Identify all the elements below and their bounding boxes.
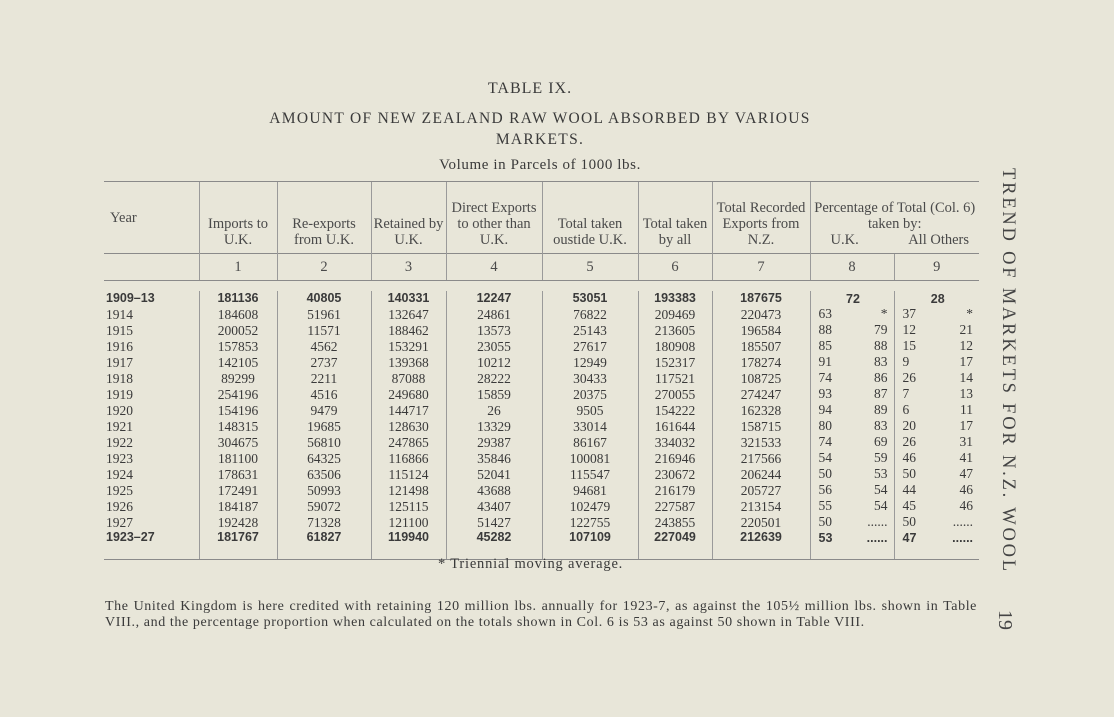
cell-year: 1923–27 <box>104 530 199 560</box>
col-header-total-all: Total taken by all <box>638 182 712 254</box>
cell-col-6: 161644 <box>638 418 712 434</box>
col-header-reexports: Re-exports from U.K. <box>277 182 371 254</box>
cell-col-3: 121498 <box>371 482 446 498</box>
cell-col-2: 63506 <box>277 466 371 482</box>
pct-uk-annual: 74 <box>818 434 832 449</box>
cell-col-1: 304675 <box>199 434 277 450</box>
col-number-6: 6 <box>638 254 712 281</box>
col-number-9: 9 <box>894 254 979 281</box>
cell-col-2: 51961 <box>277 306 371 322</box>
pct-uk-triennial: 89 <box>874 402 888 417</box>
pct-uk-triennial: 59 <box>874 450 888 465</box>
cell-col-7: 196584 <box>712 322 810 338</box>
cell-pct-uk <box>810 434 894 450</box>
cell-col-1: 181767 <box>199 530 277 560</box>
cell-col-3: 128630 <box>371 418 446 434</box>
cell-col-7: 220501 <box>712 514 810 530</box>
cell-col-1: 148315 <box>199 418 277 434</box>
pct-uk-annual: 94 <box>818 402 832 417</box>
col-number-year <box>104 254 199 281</box>
cell-col-7: 187675 <box>712 291 810 306</box>
table-row <box>104 370 979 386</box>
table-row <box>104 450 979 466</box>
cell-col-1: 157853 <box>199 338 277 354</box>
footnote: * Triennial moving average. <box>438 556 624 572</box>
cell-col-4: 51427 <box>446 514 542 530</box>
pct-others-annual: 28 <box>930 291 945 306</box>
cell-col-6: 227049 <box>638 530 712 560</box>
cell-col-6: 243855 <box>638 514 712 530</box>
cell-col-7: 158715 <box>712 418 810 434</box>
cell-col-4: 45282 <box>446 530 542 560</box>
pct-uk-triennial: 83 <box>874 418 888 433</box>
cell-year: 1909–13 <box>106 291 155 305</box>
cell-col-4: 10212 <box>446 354 542 370</box>
pct-others-triennial: 46 <box>959 482 974 497</box>
pct-uk-triennial: 87 <box>874 386 888 401</box>
table-row <box>104 306 979 322</box>
cell-col-2: 59072 <box>277 498 371 514</box>
cell-col-5: 86167 <box>542 434 638 450</box>
pct-others-triennial: 11 <box>960 402 974 417</box>
table-row <box>104 418 979 434</box>
cell-col-1: 192428 <box>199 514 277 530</box>
pct-uk-triennial: 53 <box>874 466 888 481</box>
col-number-7: 7 <box>712 254 810 281</box>
cell-pct-uk <box>810 482 894 498</box>
pct-uk-triennial: * <box>880 306 888 321</box>
cell-col-3: 144717 <box>371 402 446 418</box>
cell-col-7: 162328 <box>712 402 810 418</box>
cell-year: 1916 <box>106 338 133 354</box>
cell-col-4: 52041 <box>446 466 542 482</box>
cell-col-1: 181136 <box>199 291 277 306</box>
cell-col-7: 217566 <box>712 450 810 466</box>
pct-uk-triennial: 54 <box>874 482 888 497</box>
cell-col-4: 29387 <box>446 434 542 450</box>
cell-col-5: 94681 <box>542 482 638 498</box>
cell-year: 1926 <box>106 498 133 514</box>
pct-uk-annual: 55 <box>818 498 832 513</box>
table-row <box>104 498 979 514</box>
cell-col-4: 13573 <box>446 322 542 338</box>
cell-pct-others <box>894 402 979 418</box>
table-row <box>104 338 979 354</box>
pct-others-annual: 50 <box>902 514 916 529</box>
pct-uk-triennial: 54 <box>874 498 888 513</box>
cell-col-6: 152317 <box>638 354 712 370</box>
cell-pct-others <box>894 530 979 560</box>
cell-col-6: 334032 <box>638 434 712 450</box>
cell-pct-uk <box>810 370 894 386</box>
cell-col-5: 33014 <box>542 418 638 434</box>
table-row <box>104 354 979 370</box>
cell-col-6: 209469 <box>638 306 712 322</box>
cell-pct-others <box>894 418 979 434</box>
col-number-1: 1 <box>199 254 277 281</box>
pct-others-triennial: 14 <box>959 370 974 385</box>
cell-pct-others <box>894 434 979 450</box>
cell-col-7: 108725 <box>712 370 810 386</box>
cell-col-5: 20375 <box>542 386 638 402</box>
cell-col-6: 180908 <box>638 338 712 354</box>
pct-others-triennial: 47 <box>959 466 974 481</box>
cell-pct-uk <box>810 354 894 370</box>
pct-uk-annual: 93 <box>818 386 832 401</box>
pct-others-triennial: * <box>966 306 974 321</box>
cell-pct-uk <box>810 450 894 466</box>
pct-others-annual: 7 <box>902 386 910 401</box>
cell-col-4: 15859 <box>446 386 542 402</box>
cell-col-5: 9505 <box>542 402 638 418</box>
pct-others-triennial: 17 <box>959 418 974 433</box>
table-row <box>104 291 979 306</box>
cell-col-1: 184187 <box>199 498 277 514</box>
pct-uk-annual: 91 <box>818 354 832 369</box>
cell-pct-uk <box>810 322 894 338</box>
cell-col-2: 61827 <box>277 530 371 560</box>
col-header-retained: Retained by U.K. <box>371 182 446 254</box>
cell-pct-others <box>894 450 979 466</box>
cell-pct-uk <box>810 306 894 322</box>
cell-col-3: 125115 <box>371 498 446 514</box>
cell-col-3: 139368 <box>371 354 446 370</box>
cell-col-7: 206244 <box>712 466 810 482</box>
cell-col-4: 28222 <box>446 370 542 386</box>
cell-pct-others <box>894 466 979 482</box>
table-body <box>104 291 979 560</box>
pct-others-triennial: 12 <box>959 338 974 353</box>
cell-col-2: 40805 <box>277 291 371 306</box>
table-subtitle: AMOUNT OF NEW ZEALAND RAW WOOL ABSORBED BY VARIOUS MARKETS. <box>269 110 811 148</box>
wool-markets-table <box>104 181 979 560</box>
cell-col-6: 216179 <box>638 482 712 498</box>
percentage-group-label: Percentage of Total (Col. 6) taken by: <box>814 200 976 232</box>
cell-col-6: 154222 <box>638 402 712 418</box>
cell-col-4: 23055 <box>446 338 542 354</box>
col-number-5: 5 <box>542 254 638 281</box>
cell-col-1: 89299 <box>199 370 277 386</box>
cell-col-3: 119940 <box>371 530 446 560</box>
pct-others-annual: 9 <box>902 354 910 369</box>
header-gap <box>104 281 979 292</box>
pct-others-triennial: 41 <box>959 450 974 465</box>
pct-uk-triennial: 86 <box>874 370 888 385</box>
cell-pct-others <box>894 306 979 322</box>
cell-year: 1922 <box>106 434 133 450</box>
cell-col-1: 184608 <box>199 306 277 322</box>
cell-col-2: 71328 <box>277 514 371 530</box>
cell-pct-uk <box>810 418 894 434</box>
pct-others-annual: 26 <box>902 434 916 449</box>
pct-others-annual: 6 <box>902 402 910 417</box>
cell-pct-uk <box>810 514 894 530</box>
cell-pct-others <box>894 322 979 338</box>
table-title: TABLE IX. <box>487 80 573 97</box>
cell-col-1: 178631 <box>199 466 277 482</box>
cell-pct-others <box>894 370 979 386</box>
pct-others-triennial: ...... <box>952 514 974 529</box>
pct-others-triennial: 46 <box>959 498 974 513</box>
cell-pct-others <box>894 498 979 514</box>
cell-col-2: 4562 <box>277 338 371 354</box>
cell-year: 1917 <box>106 354 133 370</box>
table-row <box>104 322 979 338</box>
pct-uk-annual: 72 <box>846 291 860 306</box>
cell-col-6: 193383 <box>638 291 712 306</box>
cell-col-5: 27617 <box>542 338 638 354</box>
col-header-imports: Imports to U.K. <box>199 182 277 254</box>
table-row <box>104 466 979 482</box>
cell-year: 1920 <box>106 402 133 418</box>
cell-col-2: 9479 <box>277 402 371 418</box>
cell-col-2: 56810 <box>277 434 371 450</box>
cell-pct-others <box>894 354 979 370</box>
pct-uk-triennial: 79 <box>874 322 888 337</box>
cell-col-2: 2211 <box>277 370 371 386</box>
pct-others-triennial: ...... <box>952 530 974 545</box>
cell-col-2: 19685 <box>277 418 371 434</box>
pct-others-triennial: 13 <box>959 386 974 401</box>
cell-pct-uk <box>810 291 894 306</box>
cell-col-6: 216946 <box>638 450 712 466</box>
cell-pct-uk <box>810 338 894 354</box>
cell-pct-uk <box>810 530 894 560</box>
cell-pct-others <box>894 338 979 354</box>
pct-others-annual: 26 <box>902 370 916 385</box>
cell-col-1: 181100 <box>199 450 277 466</box>
cell-col-6: 230672 <box>638 466 712 482</box>
cell-col-3: 249680 <box>371 386 446 402</box>
pct-uk-annual: 63 <box>818 306 832 321</box>
cell-pct-others <box>894 482 979 498</box>
pct-uk-triennial: 88 <box>874 338 888 353</box>
cell-col-5: 76822 <box>542 306 638 322</box>
body-paragraph: The United Kingdom is here credited with retaining 120 million lbs. annually for 1923-7, as against the 105½ million lbs. shown in Table VIII., and the percentage proportion when calculated on the totals shown in Col. 6 is 53 as against 50 shown in Table VIII. <box>105 599 977 630</box>
table-row <box>104 434 979 450</box>
cell-pct-uk <box>810 498 894 514</box>
cell-col-5: 102479 <box>542 498 638 514</box>
col-number-4: 4 <box>446 254 542 281</box>
cell-year: 1921 <box>106 418 133 434</box>
col-number-2: 2 <box>277 254 371 281</box>
pct-uk-annual: 85 <box>818 338 832 353</box>
cell-col-2: 4516 <box>277 386 371 402</box>
pct-uk-triennial: 83 <box>874 354 888 369</box>
pct-others-annual: 45 <box>902 498 916 513</box>
pct-uk-annual: 54 <box>818 450 832 465</box>
pct-others-annual: 15 <box>902 338 916 353</box>
cell-col-5: 100081 <box>542 450 638 466</box>
page-number-text: 19 <box>994 610 1016 630</box>
col-number-3: 3 <box>371 254 446 281</box>
cell-col-3: 87088 <box>371 370 446 386</box>
cell-col-4: 43688 <box>446 482 542 498</box>
cell-col-5: 25143 <box>542 322 638 338</box>
unit-note: Volume in Parcels of 1000 lbs. <box>439 157 641 173</box>
col-header-percentage <box>810 182 979 254</box>
running-head-text: TREND OF MARKETS FOR N.Z. WOOL <box>998 168 1018 574</box>
pct-uk-triennial: ...... <box>867 514 888 529</box>
cell-pct-others <box>894 386 979 402</box>
cell-year: 1919 <box>106 386 133 402</box>
pct-others-annual: 12 <box>902 322 916 337</box>
col-header-year: Year <box>104 182 199 254</box>
cell-col-7: 205727 <box>712 482 810 498</box>
cell-pct-uk <box>810 402 894 418</box>
cell-year: 1927 <box>106 514 133 530</box>
cell-col-7: 274247 <box>712 386 810 402</box>
cell-year: 1918 <box>106 370 133 386</box>
pct-uk-triennial: 69 <box>874 434 888 449</box>
col-header-all-others: All Others <box>908 232 970 248</box>
cell-year: 1924 <box>106 466 133 482</box>
table-row <box>104 386 979 402</box>
pct-uk-annual: 50 <box>818 466 832 481</box>
cell-col-3: 115124 <box>371 466 446 482</box>
cell-col-4: 12247 <box>446 291 542 306</box>
cell-col-7: 213154 <box>712 498 810 514</box>
pct-uk-annual: 74 <box>818 370 832 385</box>
pct-others-triennial: 17 <box>959 354 974 369</box>
col-header-direct-exports: Direct Exports to other than U.K. <box>446 182 542 254</box>
cell-col-2: 2737 <box>277 354 371 370</box>
table-row <box>104 514 979 530</box>
cell-col-5: 107109 <box>542 530 638 560</box>
pct-others-annual: 44 <box>902 482 916 497</box>
cell-col-3: 153291 <box>371 338 446 354</box>
cell-col-3: 247865 <box>371 434 446 450</box>
cell-col-1: 142105 <box>199 354 277 370</box>
cell-col-7: 220473 <box>712 306 810 322</box>
table-row <box>104 482 979 498</box>
cell-pct-others <box>894 291 979 306</box>
cell-col-6: 270055 <box>638 386 712 402</box>
cell-col-4: 35846 <box>446 450 542 466</box>
cell-col-5: 30433 <box>542 370 638 386</box>
pct-others-annual: 46 <box>902 450 916 465</box>
table-row <box>104 402 979 418</box>
cell-col-1: 172491 <box>199 482 277 498</box>
cell-col-5: 12949 <box>542 354 638 370</box>
pct-uk-annual: 56 <box>818 482 832 497</box>
pct-uk-annual: 88 <box>818 322 832 337</box>
cell-col-4: 24861 <box>446 306 542 322</box>
cell-col-7: 212639 <box>712 530 810 560</box>
cell-year: 1914 <box>106 306 133 322</box>
cell-col-2: 11571 <box>277 322 371 338</box>
page-number <box>988 610 1018 650</box>
cell-col-6: 117521 <box>638 370 712 386</box>
cell-col-3: 188462 <box>371 322 446 338</box>
cell-col-2: 64325 <box>277 450 371 466</box>
col-header-total-outside: Total taken oustide U.K. <box>542 182 638 254</box>
cell-col-3: 140331 <box>371 291 446 306</box>
pct-others-triennial: 31 <box>959 434 974 449</box>
cell-col-1: 200052 <box>199 322 277 338</box>
cell-col-6: 227587 <box>638 498 712 514</box>
col-header-total-recorded: Total Recorded Exports from N.Z. <box>712 182 810 254</box>
cell-col-1: 154196 <box>199 402 277 418</box>
cell-col-7: 178274 <box>712 354 810 370</box>
pct-uk-annual: 53 <box>818 530 833 545</box>
cell-col-6: 213605 <box>638 322 712 338</box>
cell-year: 1923 <box>106 450 133 466</box>
cell-col-3: 116866 <box>371 450 446 466</box>
cell-year: 1925 <box>106 482 133 498</box>
pct-others-annual: 47 <box>902 530 917 545</box>
pct-uk-triennial: ...... <box>866 530 888 545</box>
cell-col-1: 254196 <box>199 386 277 402</box>
cell-pct-uk <box>810 466 894 482</box>
pct-uk-annual: 80 <box>818 418 832 433</box>
cell-col-5: 115547 <box>542 466 638 482</box>
cell-col-4: 13329 <box>446 418 542 434</box>
cell-pct-others <box>894 514 979 530</box>
pct-others-annual: 20 <box>902 418 916 433</box>
col-header-uk: U.K. <box>830 232 859 248</box>
cell-col-2: 50993 <box>277 482 371 498</box>
cell-col-7: 321533 <box>712 434 810 450</box>
cell-year: 1915 <box>106 322 133 338</box>
pct-uk-annual: 50 <box>818 514 832 529</box>
cell-col-5: 53051 <box>542 291 638 306</box>
col-number-8: 8 <box>810 254 894 281</box>
pct-others-triennial: 21 <box>959 322 974 337</box>
cell-col-3: 121100 <box>371 514 446 530</box>
cell-col-5: 122755 <box>542 514 638 530</box>
cell-pct-uk <box>810 386 894 402</box>
pct-others-annual: 37 <box>902 306 916 321</box>
cell-col-3: 132647 <box>371 306 446 322</box>
cell-col-7: 185507 <box>712 338 810 354</box>
pct-others-annual: 50 <box>902 466 916 481</box>
cell-col-4: 43407 <box>446 498 542 514</box>
cell-col-4: 26 <box>446 402 542 418</box>
running-head <box>988 168 1018 574</box>
